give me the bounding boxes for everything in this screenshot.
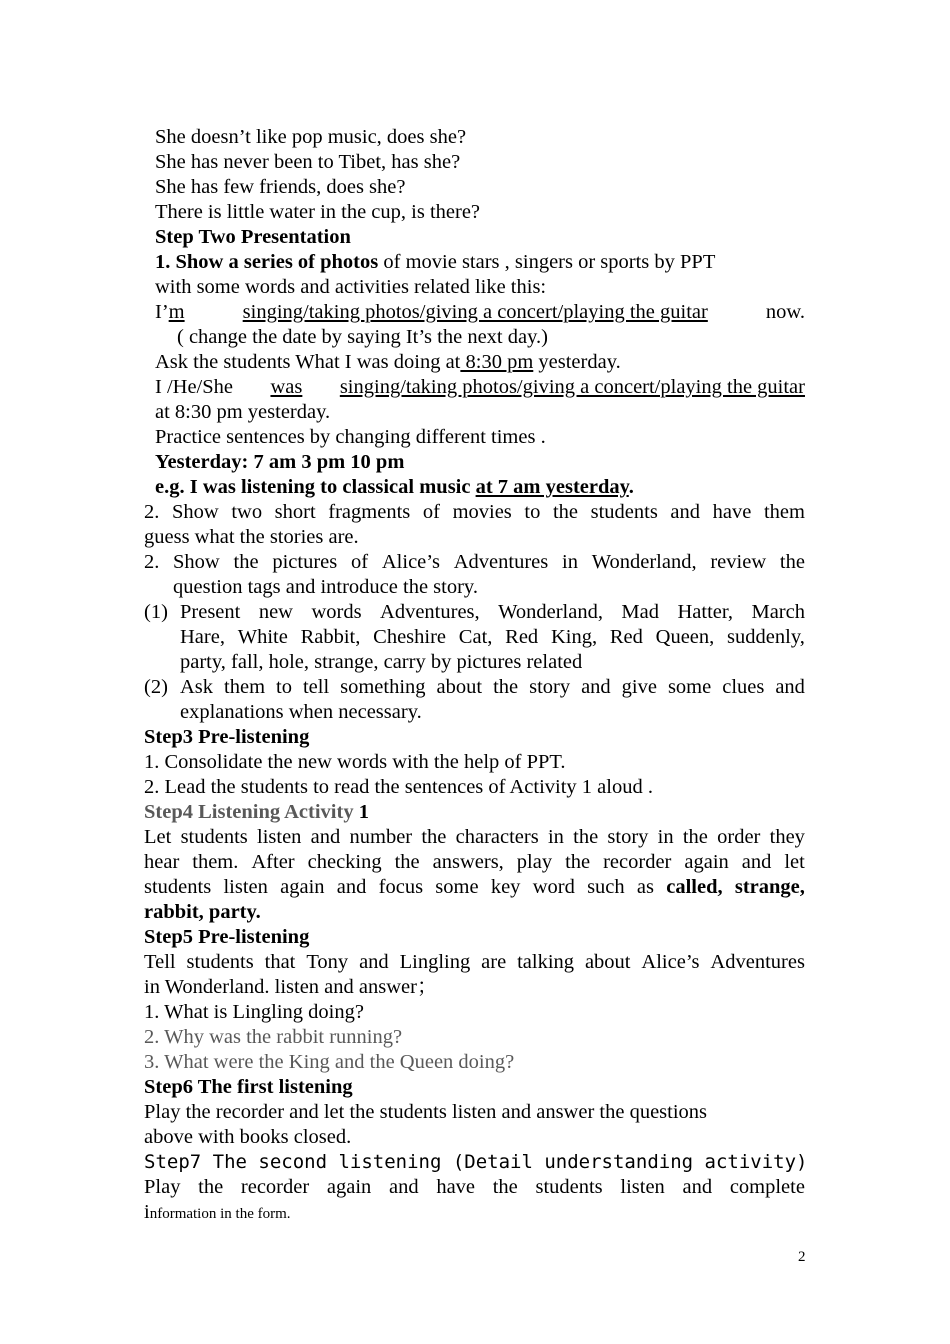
tag-sentence-3: She has few friends, does she? (155, 176, 406, 198)
sub2-line1: Ask them to tell something about the story and give some clues and (180, 676, 805, 698)
step4-line2: hear them. After checking the answers, play the recorder again and let (144, 851, 805, 873)
item2a-line1: 2. Show two short fragments of movies to the students and have them (144, 501, 805, 523)
practice-line: Practice sentences by changing different times . (155, 426, 546, 448)
item2b-line1: Show the pictures of Alice’s Adventures in Wonderland, review the (173, 551, 805, 573)
step6-heading: Step6 The first listening (144, 1076, 353, 1098)
ihe-line (155, 375, 805, 400)
sub1-num: (1) (144, 601, 168, 623)
step2-item1 (155, 250, 715, 275)
step4-line4: rabbit, party. (144, 901, 261, 923)
tag-sentence-4: There is little water in the cup, is there? (155, 201, 481, 223)
step2-heading: Step Two Presentation (155, 226, 351, 248)
item2b-num: 2. (144, 551, 160, 573)
step3-item-1: 1. Consolidate the new words with the help of PPT. (144, 751, 566, 773)
sub2-num: (2) (144, 676, 168, 698)
step2-item1-rest: of movie stars , singers or sports by PPT (378, 251, 716, 273)
step4-heading: Step4 Listening Activity 1 (144, 801, 369, 823)
step2-item1-line2: with some words and activities related like this: (155, 276, 547, 298)
question-1: 1. What is Lingling doing? (144, 1001, 364, 1023)
item2a-line2: guess what the stories are. (144, 526, 359, 548)
step5-heading: Step5 Pre-listening (144, 926, 310, 948)
step5-line1: Tell students that Tony and Lingling are talking about Alice’s Adventures (144, 951, 805, 973)
sub2-line2: explanations when necessary. (180, 701, 422, 723)
sub1-line2: Hare, White Rabbit, Cheshire Cat, Red King, Red Queen, suddenly, (180, 626, 805, 648)
now-word: now. (765, 301, 805, 323)
sub1-line3: party, fall, hole, strange, carry by pictures related (180, 651, 583, 673)
im-word: I’m (155, 301, 185, 323)
step7-line1: Play the recorder again and have the students listen and complete (144, 1176, 805, 1198)
step6-line2: above with books closed. (144, 1126, 352, 1148)
step6-line1: Play the recorder and let the students listen and answer the questions (144, 1101, 708, 1123)
yesterday-times: Yesterday: 7 am 3 pm 10 pm (155, 451, 405, 473)
question-2: 2. Why was the rabbit running? (144, 1026, 403, 1048)
step7-heading: Step7 The second listening (Detail understanding activity) (144, 1151, 808, 1173)
activities-2: singing/taking photos/giving a concert/playing the guitar (339, 376, 805, 398)
ask-line: Ask the students What I was doing at 8:30 pm yesterday. (155, 351, 621, 373)
step3-item-2: 2. Lead the students to read the sentences of Activity 1 aloud . (144, 776, 653, 798)
was-word: was (270, 376, 303, 398)
step3-heading: Step3 Pre-listening (144, 726, 310, 748)
tag-sentence-2: She has never been to Tibet, has she? (155, 151, 461, 173)
page-number: 2 (798, 1249, 806, 1265)
step2-im-line (155, 300, 805, 325)
step2-item1-bold: 1. Show a series of photos (155, 251, 379, 273)
example-sentence: e.g. I was listening to classical music at 7 am yesterday. (155, 476, 634, 498)
activities-1: singing/taking photos/giving a concert/playing the guitar (242, 301, 708, 323)
question-3: 3. What were the King and the Queen doing? (144, 1051, 515, 1073)
step4-line3: students listen again and focus some key word such as called, strange, (144, 876, 805, 898)
step4-line1: Let students listen and number the characters in the story in the order they (144, 826, 805, 848)
step5-line2: in Wonderland. listen and answer； (144, 976, 438, 998)
tag-sentence-1: She doesn’t like pop music, does she? (155, 126, 467, 148)
at-time-line: at 8:30 pm yesterday. (155, 401, 331, 423)
ihe-prefix: I /He/She (155, 376, 233, 398)
change-date-note: ( change the date by saying It’s the next day.) (177, 326, 548, 348)
step7-line2: information in the form. (144, 1201, 291, 1223)
item2b-line2: question tags and introduce the story. (173, 576, 478, 598)
sub1-line1: Present new words Adventures, Wonderland, Mad Hatter, March (180, 601, 805, 623)
